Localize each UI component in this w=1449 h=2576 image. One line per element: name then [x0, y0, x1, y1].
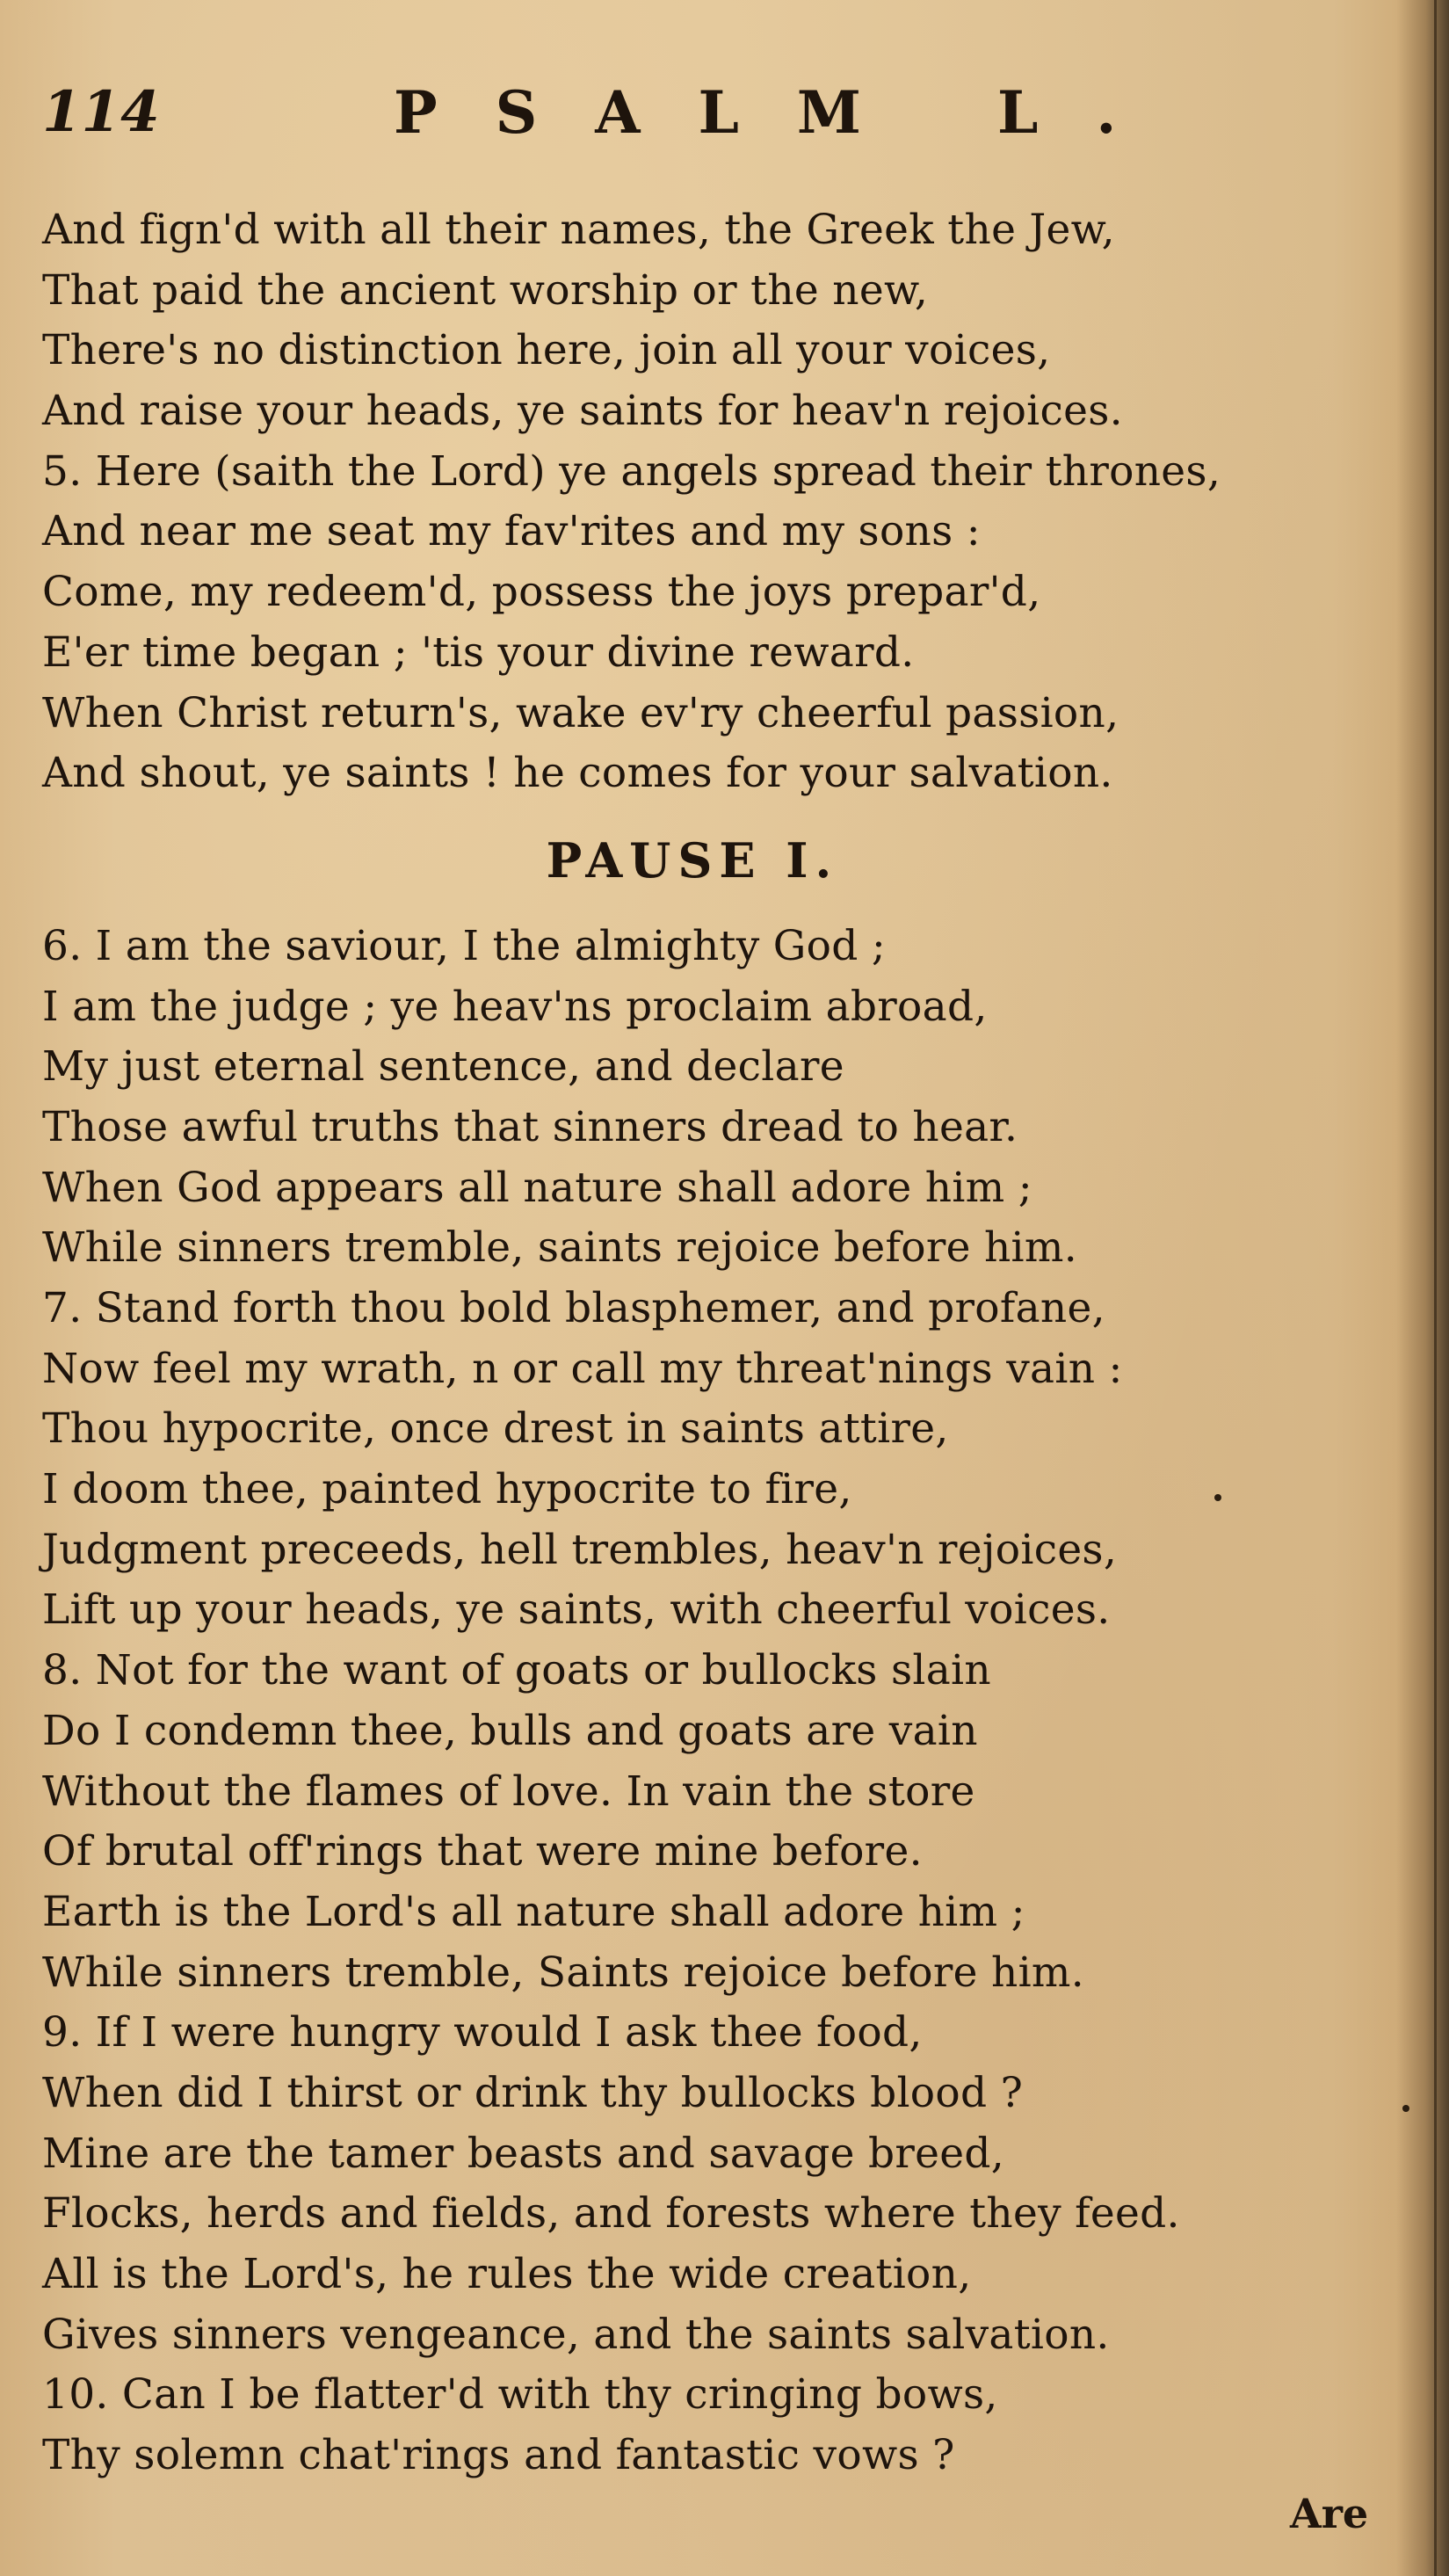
verse-line: 8. Not for the want of goats or bullocks slain: [42, 1646, 991, 1695]
verse-line: When God appears all nature shall adore him ;: [42, 1163, 1032, 1212]
ink-speck: [1402, 2105, 1409, 2112]
verse-line: When Christ return's, wake ev'ry cheerful passion,: [42, 688, 1119, 737]
verse-line: I am the judge ; ye heav'ns proclaim abroad,: [42, 982, 988, 1031]
verse-line: Lift up your heads, ye saints, with cheerful voices.: [42, 1586, 1111, 1635]
verse-line: Of brutal off'rings that were mine before.: [42, 1827, 923, 1876]
page-gutter-shadow: [1396, 0, 1449, 2576]
ink-speck: [1214, 1494, 1221, 1501]
verse-line: And fign'd with all their names, the Greek the Jew,: [42, 206, 1115, 254]
verse-line: While sinners tremble, saints rejoice before him.: [42, 1223, 1077, 1273]
verse-line: Do I condemn thee, bulls and goats are vain: [42, 1706, 978, 1755]
verse-line: 10. Can I be flatter'd with thy cringing bows,: [42, 2370, 998, 2420]
page-header: [42, 69, 1175, 156]
verse-line: And shout, ye saints ! he comes for your salvation.: [42, 749, 1113, 798]
verse-line: Judgment preceeds, hell trembles, heav'n rejoices,: [42, 1525, 1118, 1574]
verse-line: 6. I am the saviour, I the almighty God ;: [42, 921, 887, 970]
psalm-text: [42, 200, 1378, 2486]
verse-line: That paid the ancient worship or the new,: [42, 265, 929, 315]
verse-line: Thou hypocrite, once drest in saints attire,: [42, 1404, 949, 1454]
verse-line: Now feel my wrath, n or call my threat'nings vain :: [42, 1344, 1123, 1393]
verse-line: My just eternal sentence, and declare: [42, 1042, 844, 1092]
verse-line: Mine are the tamer beasts and savage breed,: [42, 2129, 1005, 2178]
verse-line: I doom thee, painted hypocrite to fire,: [42, 1465, 852, 1514]
verse-line: When did I thirst or drink thy bullocks blood ?: [42, 2068, 1024, 2117]
verse-line: Gives sinners vengeance, and the saints salvation.: [42, 2310, 1110, 2359]
verse-line: And near me seat my fav'rites and my sons :: [42, 507, 981, 556]
gutter-edge: [1434, 0, 1437, 2576]
verse-line: Thy solemn chat'rings and fantastic vows ?: [42, 2431, 955, 2480]
verse-line: Flocks, herds and fields, and forests where they feed.: [42, 2189, 1180, 2239]
verse-line: Those awful truths that sinners dread to hear.: [42, 1102, 1018, 1151]
verse-line: 7. Stand forth thou bold blasphemer, and profane,: [42, 1284, 1105, 1332]
verse-line: There's no distinction here, join all your voices,: [42, 326, 1051, 375]
pause-heading: PAUSE I.: [546, 831, 839, 889]
verse-line: Earth is the Lord's all nature shall adore him ;: [42, 1887, 1025, 1936]
page-number: 114: [42, 79, 160, 145]
verse-line: Come, my redeem'd, possess the joys prepar'd,: [42, 568, 1041, 617]
verse-line: 5. Here (saith the Lord) ye angels spread their thrones,: [42, 446, 1221, 496]
catchword: Are: [1290, 2490, 1369, 2537]
verse-line: 9. If I were hungry would I ask thee food,: [42, 2008, 923, 2057]
verse-line: All is the Lord's, he rules the wide creation,: [42, 2250, 972, 2298]
verse-line: And raise your heads, ye saints for heav'n rejoices.: [42, 387, 1123, 436]
verse-line: Without the flames of love. In vain the store: [42, 1767, 975, 1816]
verse-line: E'er time began ; 'tis your divine reward.: [42, 628, 915, 677]
running-head-title: PSALM L.: [394, 78, 1175, 147]
verse-line: While sinners tremble, Saints rejoice before him.: [42, 1948, 1085, 1997]
